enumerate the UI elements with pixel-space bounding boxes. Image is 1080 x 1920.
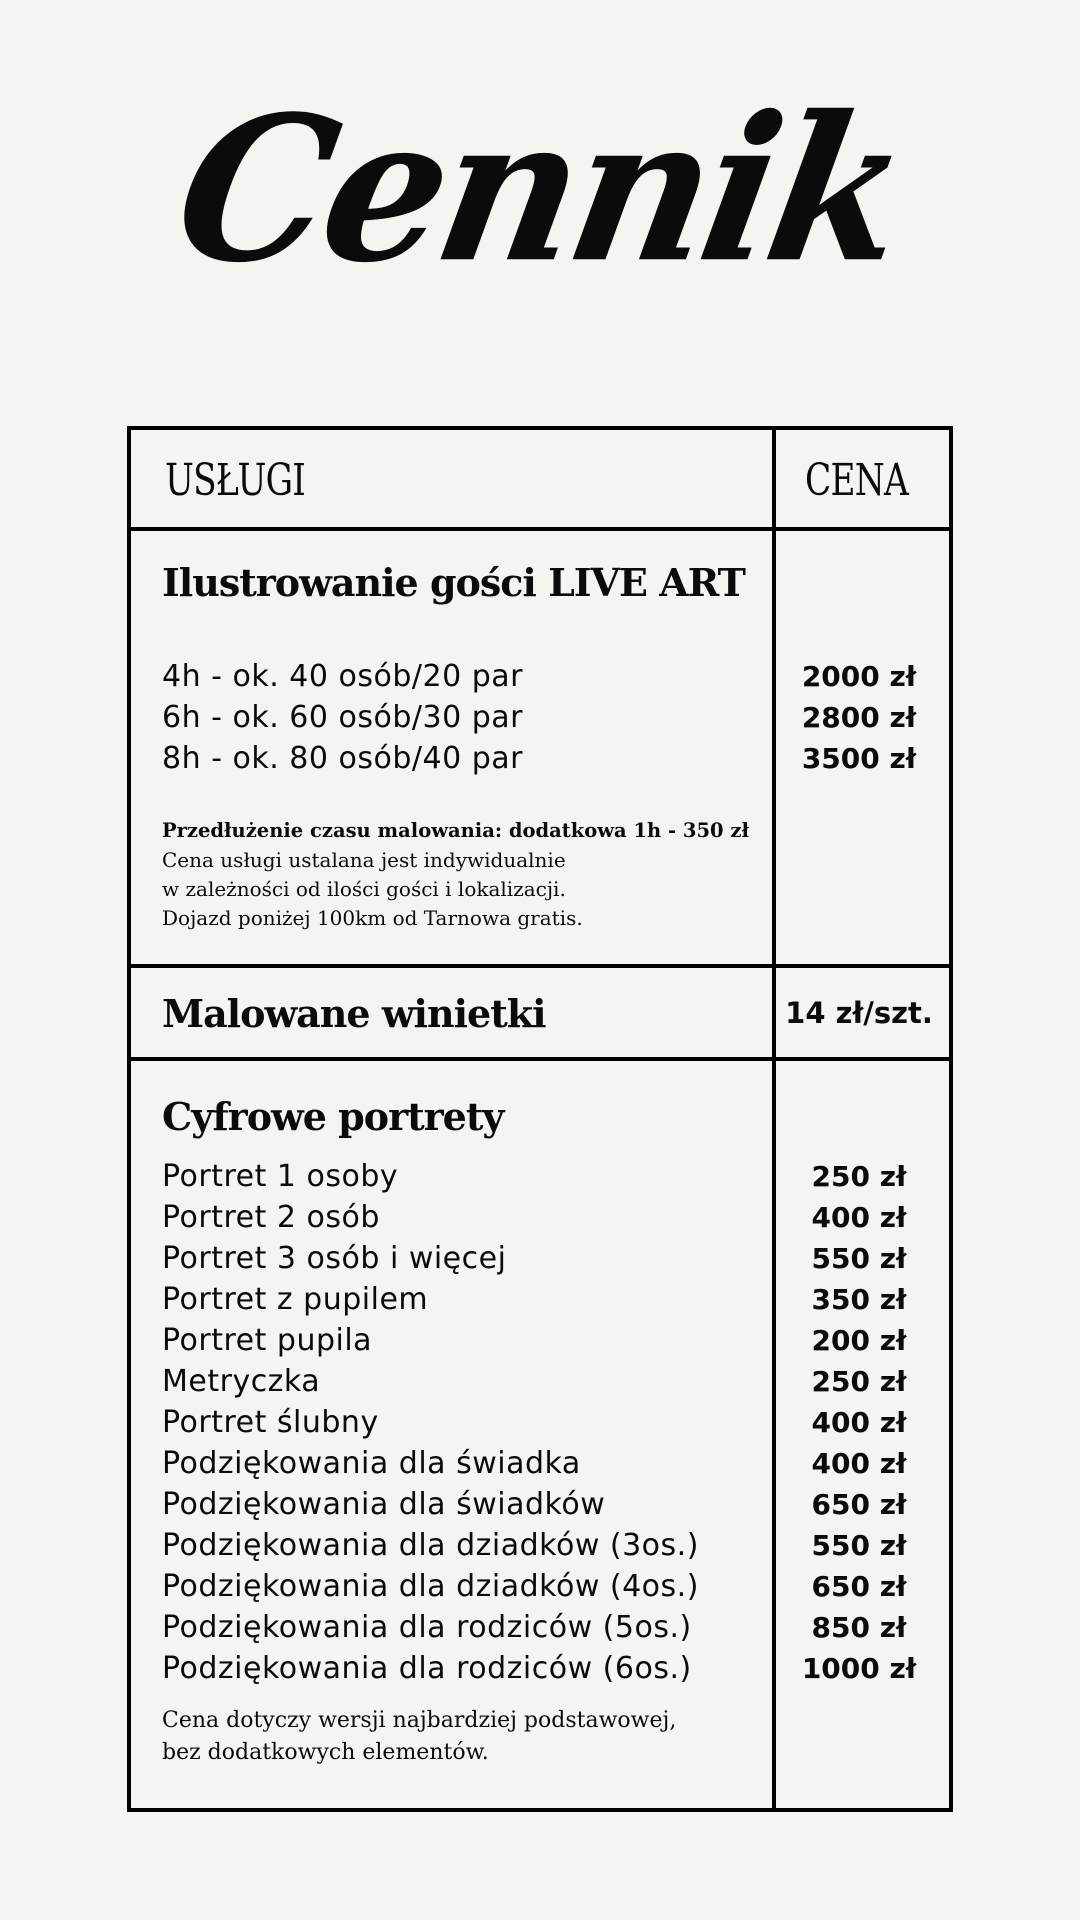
list-item: Podziękowania dla świadka <box>162 1446 581 1481</box>
extension-note: Przedłużenie czasu malowania: dodatkowa 1h - 350 zł <box>162 819 749 842</box>
row-divider <box>131 527 949 531</box>
list-item-price: 1000 zł <box>801 1652 917 1685</box>
list-item-price: 200 zł <box>811 1324 907 1357</box>
list-item: Podziękowania dla świadków <box>162 1487 606 1522</box>
list-item-price: 550 zł <box>811 1242 907 1275</box>
list-item: Podziękowania dla dziadków (3os.) <box>162 1528 699 1563</box>
list-item-price: 250 zł <box>811 1365 907 1398</box>
list-item-price: 400 zł <box>811 1447 907 1480</box>
list-item-price: 400 zł <box>811 1406 907 1439</box>
list-item-price: 850 zł <box>811 1611 907 1644</box>
section-title-portrety: Cyfrowe portrety <box>162 1094 504 1139</box>
header-services: USŁUGI <box>165 455 306 506</box>
list-item: Portret ślubny <box>162 1405 379 1440</box>
list-item-price: 350 zł <box>811 1283 907 1316</box>
list-item: Portret 1 osoby <box>162 1159 399 1194</box>
list-item: Podziękowania dla dziadków (4os.) <box>162 1569 699 1604</box>
list-item: 4h - ok. 40 osób/20 par <box>162 659 523 694</box>
note-line: Cena usługi ustalana jest indywidualnie <box>162 848 566 872</box>
note-line: bez dodatkowych elementów. <box>162 1740 489 1765</box>
price-table <box>127 426 953 1812</box>
note-line: Dojazd poniżej 100km od Tarnowa gratis. <box>162 906 583 930</box>
winietki-price: 14 zł/szt. <box>785 996 933 1030</box>
note-line: w zależności od ilości gości i lokalizacji. <box>162 877 566 901</box>
list-item: Portret 3 osób i więcej <box>162 1241 507 1276</box>
list-item: Podziękowania dla rodziców (6os.) <box>162 1651 692 1686</box>
list-item: Podziękowania dla rodziców (5os.) <box>162 1610 692 1645</box>
list-item: 8h - ok. 80 osób/40 par <box>162 741 523 776</box>
list-item-price: 3500 zł <box>801 742 917 775</box>
list-item: Metryczka <box>162 1364 321 1399</box>
row-divider <box>131 964 949 968</box>
section-title-live-art: Ilustrowanie gości LIVE ART <box>162 560 745 605</box>
page-title: Cennik <box>161 72 919 307</box>
row-divider <box>131 1057 949 1061</box>
list-item-price: 2000 zł <box>801 660 917 693</box>
list-item-price: 650 zł <box>811 1488 907 1521</box>
section-title-winietki: Malowane winietki <box>162 991 546 1036</box>
list-item: Portret 2 osób <box>162 1200 380 1235</box>
note-line: Cena dotyczy wersji najbardziej podstawowej, <box>162 1708 677 1733</box>
list-item-price: 400 zł <box>811 1201 907 1234</box>
list-item: 6h - ok. 60 osób/30 par <box>162 700 523 735</box>
list-item-price: 2800 zł <box>801 701 917 734</box>
list-item: Portret z pupilem <box>162 1282 429 1317</box>
list-item-price: 250 zł <box>811 1160 907 1193</box>
list-item-price: 650 zł <box>811 1570 907 1603</box>
list-item: Portret pupila <box>162 1323 373 1358</box>
list-item-price: 550 zł <box>811 1529 907 1562</box>
header-price: CENA <box>805 455 909 506</box>
